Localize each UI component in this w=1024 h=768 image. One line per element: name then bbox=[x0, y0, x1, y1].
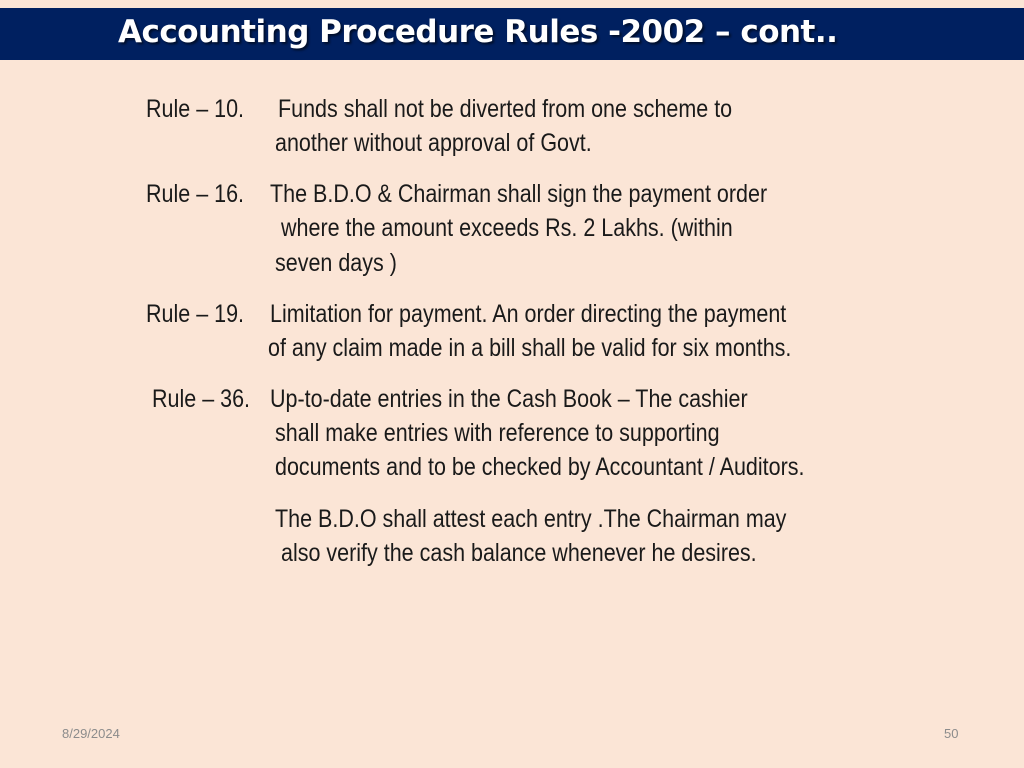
rule-19-label: Rule – 19. bbox=[146, 300, 245, 328]
rule-16-text-line-2: where the amount exceeds Rs. 2 Lakhs. (within bbox=[281, 214, 733, 242]
rule-36-label: Rule – 36. bbox=[152, 385, 251, 413]
rule-16-text-line-3: seven days ) bbox=[275, 249, 397, 277]
footer-date: 8/29/2024 bbox=[62, 726, 120, 741]
slide-number: 50 bbox=[944, 726, 959, 741]
rule-16-label: Rule – 16. bbox=[146, 180, 245, 208]
rule-10-text-line-2: another without approval of Govt. bbox=[275, 129, 592, 157]
rule-10-text-line-1: Funds shall not be diverted from one scheme to bbox=[278, 95, 733, 123]
rule-19-text-line-2: of any claim made in a bill shall be valid for six months. bbox=[268, 334, 792, 362]
note-line-1: The B.D.O shall attest each entry .The Chairman may bbox=[275, 505, 787, 533]
slide-title: Accounting Procedure Rules -2002 – cont.. bbox=[118, 14, 838, 50]
rule-36-text-line-3: documents and to be checked by Accountant / Auditors. bbox=[275, 453, 805, 481]
rule-36-text-line-1: Up-to-date entries in the Cash Book – The cashier bbox=[270, 385, 748, 413]
note-line-2: also verify the cash balance whenever he desires. bbox=[281, 539, 757, 567]
rule-16-text-line-1: The B.D.O & Chairman shall sign the payment order bbox=[270, 180, 768, 208]
rule-10-label: Rule – 10. bbox=[146, 95, 245, 123]
rule-36-text-line-2: shall make entries with reference to supporting bbox=[275, 419, 720, 447]
rule-19-text-line-1: Limitation for payment. An order directing the payment bbox=[270, 300, 787, 328]
